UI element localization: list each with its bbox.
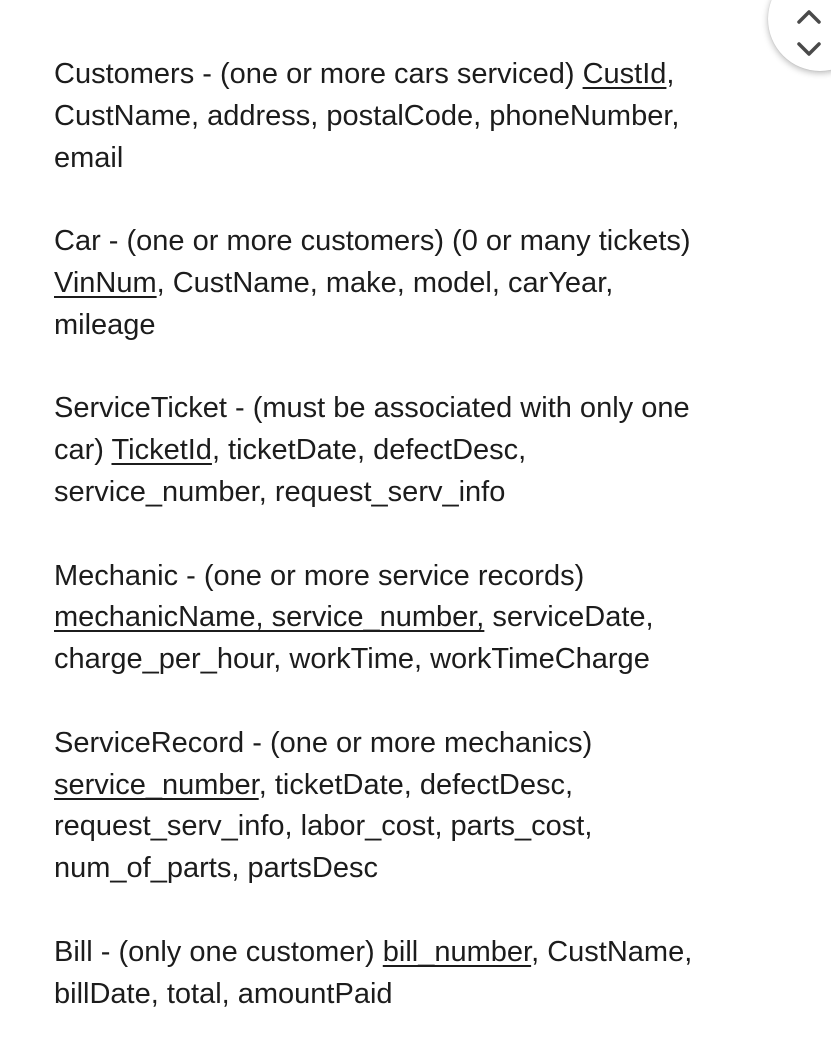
entity-line (54, 388, 774, 430)
entity-line (54, 96, 774, 138)
entity-line (54, 138, 774, 180)
entity-line (54, 974, 774, 1016)
entity-text: Mechanic - (one or more service records) (54, 559, 585, 592)
entity-text: Bill - (only one customer) (54, 935, 383, 968)
entity-bill (54, 932, 774, 1016)
primary-key-text: CustId (582, 58, 667, 90)
entity-line (54, 221, 774, 263)
entity-text: , CustName, make, model, carYear, (156, 266, 614, 299)
entity-text: num_of_parts, partsDesc (54, 852, 378, 885)
entity-text: , CustName, (531, 935, 693, 968)
entity-text: mileage (54, 308, 156, 341)
entity-text: ServiceRecord - (one or more mechanics) (54, 726, 593, 759)
entity-line (54, 765, 774, 807)
primary-key-text: VinNum (54, 266, 157, 299)
entity-text: Customers - (one or more cars serviced) (54, 58, 583, 90)
entity-customers (54, 54, 774, 179)
entity-line (54, 430, 774, 472)
entity-mechanic (54, 556, 774, 681)
entity-line (54, 54, 774, 96)
entity-line (54, 597, 774, 639)
entity-text: charge_per_hour, workTime, workTimeCharge (54, 643, 650, 676)
entity-text: request_serv_info, labor_cost, parts_cost, (54, 810, 593, 843)
entity-text: billDate, total, amountPaid (54, 977, 393, 1010)
entity-line (54, 932, 774, 974)
chevron-up-icon[interactable] (794, 3, 824, 33)
entity-text: , ticketDate, defectDesc, (211, 434, 527, 467)
entity-text: serviceDate, (484, 601, 654, 634)
primary-key-text: service_number (54, 768, 259, 801)
entity-line (54, 639, 774, 681)
entity-line (54, 556, 774, 598)
entity-line (54, 848, 774, 890)
entity-text: car) (54, 434, 112, 467)
entity-text: ServiceTicket - (must be associated with only one (54, 392, 690, 425)
entity-line (54, 263, 774, 305)
primary-key-text: mechanicName, service_number, (54, 601, 485, 634)
entity-line (54, 723, 774, 765)
entity-serviceticket (54, 388, 774, 513)
document-body (54, 54, 774, 1057)
entity-text: , (666, 58, 675, 90)
entity-car (54, 221, 774, 346)
entity-line (54, 806, 774, 848)
entity-text: CustName, address, postalCode, phoneNumber, (54, 99, 680, 132)
entity-text: email (54, 141, 124, 174)
entity-text: service_number, request_serv_info (54, 475, 506, 508)
scroll-nav (768, 0, 831, 71)
primary-key-text: bill_number (382, 935, 532, 968)
entity-line (54, 305, 774, 347)
entity-line (54, 472, 774, 514)
entity-text: Car - (one or more customers) (0 or many tickets) (54, 225, 691, 258)
entity-servicerecord (54, 723, 774, 890)
primary-key-text: TicketId (111, 434, 212, 467)
entity-text: , ticketDate, defectDesc, (258, 768, 574, 801)
chevron-down-icon[interactable] (794, 33, 824, 63)
